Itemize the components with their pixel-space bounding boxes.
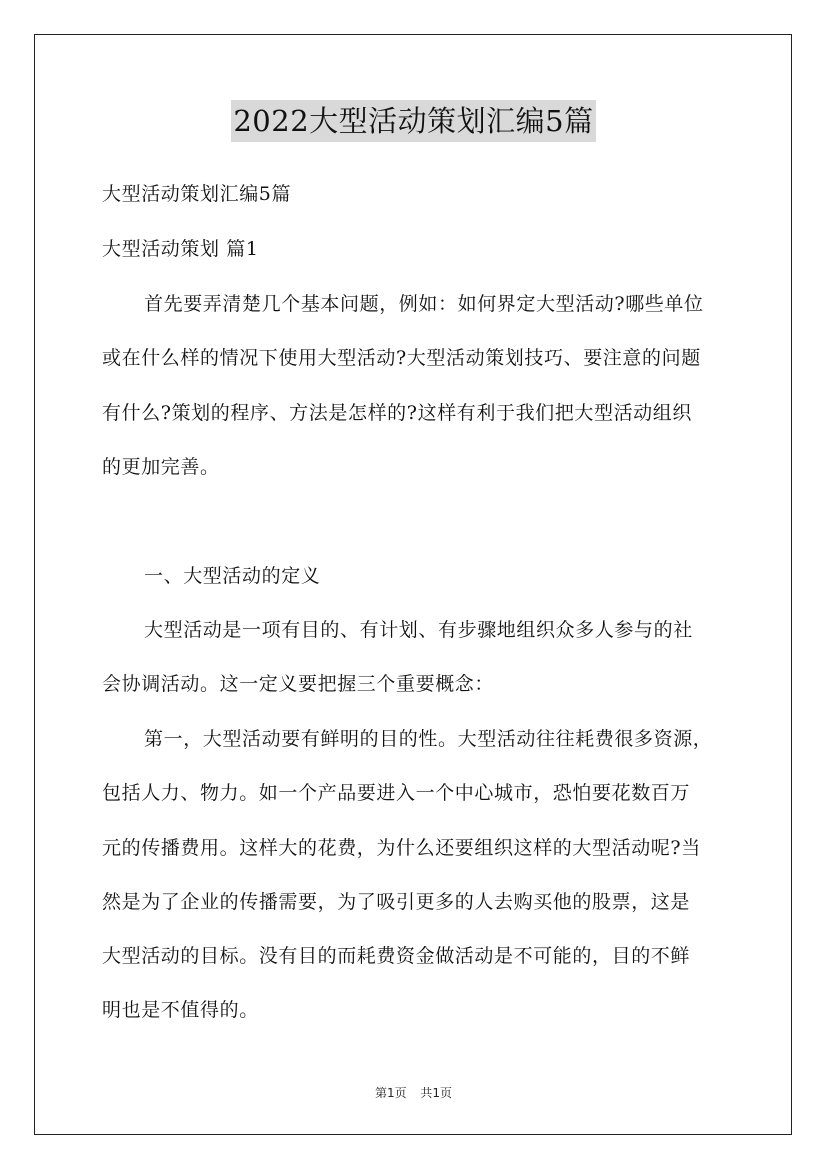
paragraph-line: 包括人力、物力。如一个产品要进入一个中心城市，恐怕要花数百万	[102, 782, 691, 804]
page-footer	[0, 1084, 827, 1101]
page-total: 共1页	[420, 1086, 453, 1100]
section-subheading: 一、大型活动的定义	[144, 565, 321, 587]
paragraph-line: 的更加完善。	[102, 456, 220, 478]
paragraph-line: 会协调活动。这一定义要把握三个重要概念：	[102, 673, 495, 695]
paragraph-line: 第一，大型活动要有鲜明的目的性。大型活动往往耗费很多资源，	[144, 728, 713, 750]
paragraph-line: 明也是不值得的。	[102, 999, 259, 1021]
paragraph-line: 首先要弄清楚几个基本问题，例如：如何界定大型活动?哪些单位	[144, 293, 704, 315]
title-container	[0, 100, 827, 142]
document-subtitle: 大型活动策划汇编5篇	[102, 183, 292, 205]
paragraph-line: 然是为了企业的传播需要，为了吸引更多的人去购买他的股票，这是	[102, 891, 691, 913]
section-heading: 大型活动策划 篇1	[102, 238, 259, 260]
paragraph-line: 或在什么样的情况下使用大型活动?大型活动策划技巧、要注意的问题	[102, 347, 701, 369]
page-number: 第1页	[374, 1086, 407, 1100]
paragraph-line: 大型活动是一项有目的、有计划、有步骤地组织众多人参与的社	[144, 619, 693, 641]
paragraph-line: 元的传播费用。这样大的花费，为什么还要组织这样的大型活动呢?当	[102, 837, 701, 859]
document-title: 2022大型活动策划汇编5篇	[231, 100, 595, 142]
paragraph-line: 大型活动的目标。没有目的而耗费资金做活动是不可能的，目的不鲜	[102, 945, 691, 967]
paragraph-line: 有什么?策划的程序、方法是怎样的?这样有利于我们把大型活动组织	[102, 402, 692, 424]
